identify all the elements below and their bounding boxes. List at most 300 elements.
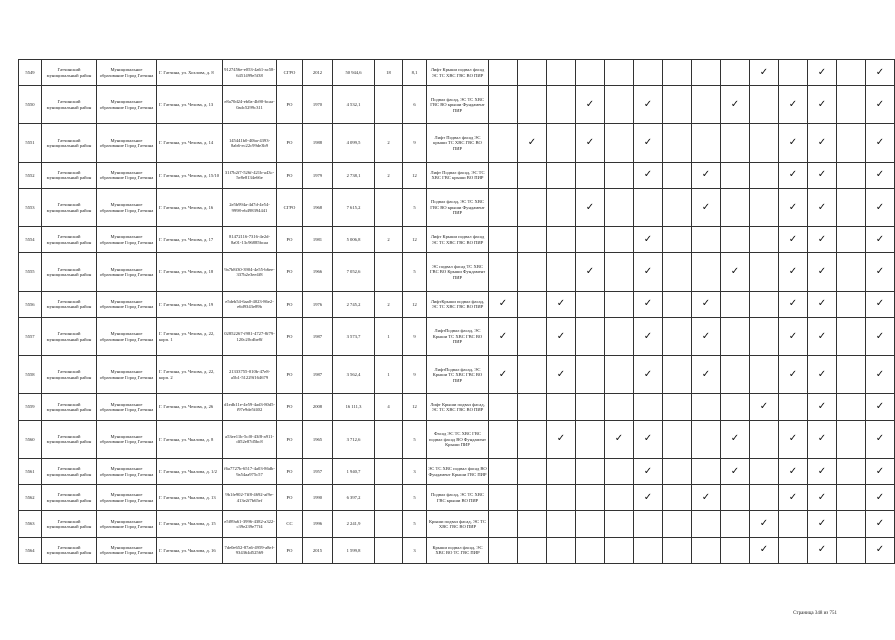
- management-form-cell: РО: [277, 394, 303, 420]
- checkmark-icon: ✓: [808, 60, 837, 86]
- empty-check-cell: [663, 124, 692, 162]
- checkmark-icon: ✓: [692, 162, 721, 188]
- district-cell: Гатчинский муниципальный район: [42, 394, 97, 420]
- row-number: 5564: [19, 537, 42, 563]
- checkmark-icon: ✓: [808, 317, 837, 355]
- year-cell: 2012: [303, 60, 333, 86]
- table-row: [19, 162, 895, 188]
- empty-check-cell: [663, 537, 692, 563]
- checkmark-icon: ✓: [779, 485, 808, 511]
- table-row: [19, 188, 895, 226]
- row-number: 5556: [19, 291, 42, 317]
- entrances-cell: [375, 420, 403, 458]
- checkmark-icon: ✓: [750, 60, 779, 86]
- empty-check-cell: [605, 124, 634, 162]
- year-cell: 1987: [303, 356, 333, 394]
- district-cell: Гатчинский муниципальный район: [42, 420, 97, 458]
- empty-check-cell: [518, 420, 547, 458]
- checkmark-icon: ✓: [634, 317, 663, 355]
- management-form-cell: СГРО: [277, 60, 303, 86]
- empty-check-cell: [779, 537, 808, 563]
- floors-cell: 9: [403, 317, 427, 355]
- empty-check-cell: [605, 485, 634, 511]
- checkmark-icon: ✓: [779, 124, 808, 162]
- entrances-cell: [375, 188, 403, 226]
- table-row: [19, 458, 895, 484]
- guid-cell: 9b1fe902-7ff8-4692-af9e-413e2f7b65ef: [223, 485, 277, 511]
- floors-cell: 6: [403, 86, 427, 124]
- empty-check-cell: [692, 86, 721, 124]
- empty-check-cell: [692, 537, 721, 563]
- area-cell: 4 532,1: [333, 86, 375, 124]
- year-cell: 1990: [303, 485, 333, 511]
- entrances-cell: 1: [375, 356, 403, 394]
- empty-check-cell: [779, 60, 808, 86]
- checkmark-icon: ✓: [634, 356, 663, 394]
- empty-check-cell: [663, 356, 692, 394]
- empty-check-cell: [518, 60, 547, 86]
- management-form-cell: СС: [277, 511, 303, 537]
- empty-check-cell: [605, 253, 634, 291]
- checkmark-icon: ✓: [808, 162, 837, 188]
- management-form-cell: СГРО: [277, 188, 303, 226]
- works-list-cell: Крыши подвал фасад, ЭС ТС ХВС ГВС ВО ПИР: [427, 511, 489, 537]
- area-cell: 3 573,7: [333, 317, 375, 355]
- year-cell: 1970: [303, 86, 333, 124]
- row-number: 5555: [19, 253, 42, 291]
- empty-check-cell: [692, 253, 721, 291]
- floors-cell: 12: [403, 227, 427, 253]
- area-cell: 2 241,9: [333, 511, 375, 537]
- empty-check-cell: [634, 188, 663, 226]
- entrances-cell: 4: [375, 394, 403, 420]
- checkmark-icon: ✓: [866, 537, 895, 563]
- empty-check-cell: [518, 227, 547, 253]
- municipality-cell: Муниципальное образование Город Гатчина: [97, 291, 157, 317]
- empty-check-cell: [721, 291, 750, 317]
- guid-cell: 7de0e652-87a6-4959-a8ef-934364d52569: [223, 537, 277, 563]
- row-number: 5560: [19, 420, 42, 458]
- area-cell: 6 397,2: [333, 485, 375, 511]
- empty-check-cell: [750, 124, 779, 162]
- checkmark-icon: ✓: [634, 86, 663, 124]
- checkmark-icon: ✓: [808, 124, 837, 162]
- checkmark-icon: ✓: [866, 394, 895, 420]
- empty-check-cell: [634, 394, 663, 420]
- empty-check-cell: [663, 60, 692, 86]
- address-cell: Г. Гатчина, ул. Чкалова, д. 13: [157, 485, 223, 511]
- works-list-cell: Лифт Крыши подвал фасад, ЭС ТС ХВС ГВС ВО ПИР: [427, 394, 489, 420]
- checkmark-icon: ✓: [866, 317, 895, 355]
- table-row: [19, 227, 895, 253]
- year-cell: 1968: [303, 188, 333, 226]
- management-form-cell: РО: [277, 162, 303, 188]
- empty-check-cell: [547, 253, 576, 291]
- empty-check-cell: [518, 537, 547, 563]
- table-row: [19, 253, 895, 291]
- municipality-cell: Муниципальное образование Город Гатчина: [97, 60, 157, 86]
- empty-check-cell: [663, 291, 692, 317]
- row-number: 5550: [19, 86, 42, 124]
- municipality-cell: Муниципальное образование Город Гатчина: [97, 86, 157, 124]
- checkmark-icon: ✓: [547, 317, 576, 355]
- year-cell: 1979: [303, 162, 333, 188]
- row-number: 5553: [19, 188, 42, 226]
- area-cell: 2 738,1: [333, 162, 375, 188]
- empty-check-cell: [721, 394, 750, 420]
- district-cell: Гатчинский муниципальный район: [42, 485, 97, 511]
- district-cell: Гатчинский муниципальный район: [42, 537, 97, 563]
- address-cell: Г. Гатчина, ул. Чехова, д. 26: [157, 394, 223, 420]
- empty-check-cell: [518, 511, 547, 537]
- empty-check-cell: [489, 162, 518, 188]
- empty-check-cell: [547, 485, 576, 511]
- area-cell: 1 599,8: [333, 537, 375, 563]
- municipality-cell: Муниципальное образование Город Гатчина: [97, 485, 157, 511]
- address-cell: Г. Гатчина, ул. Чкалова, д. 15: [157, 511, 223, 537]
- checkmark-icon: ✓: [866, 420, 895, 458]
- works-list-cell: Лифт Крыши подвал фасад ЭС ТС ХВС ГВС ВО ПИР: [427, 60, 489, 86]
- checkmark-icon: ✓: [808, 537, 837, 563]
- empty-check-cell: [547, 458, 576, 484]
- empty-check-cell: [663, 394, 692, 420]
- checkmark-icon: ✓: [750, 394, 779, 420]
- row-number: 5554: [19, 227, 42, 253]
- empty-check-cell: [634, 511, 663, 537]
- checkmark-icon: ✓: [489, 317, 518, 355]
- empty-check-cell: [547, 511, 576, 537]
- empty-check-cell: [663, 253, 692, 291]
- empty-check-cell: [837, 485, 866, 511]
- empty-check-cell: [605, 458, 634, 484]
- year-cell: 1965: [303, 420, 333, 458]
- year-cell: 1966: [303, 253, 333, 291]
- address-cell: Г. Гатчина, ул. Хохлова, д. 8: [157, 60, 223, 86]
- checkmark-icon: ✓: [808, 356, 837, 394]
- empty-check-cell: [692, 511, 721, 537]
- area-cell: 4 099,5: [333, 124, 375, 162]
- row-number: 5561: [19, 458, 42, 484]
- area-cell: 16 111,3: [333, 394, 375, 420]
- district-cell: Гатчинский муниципальный район: [42, 291, 97, 317]
- address-cell: Г. Гатчина, ул. Чехова, д. 15/10: [157, 162, 223, 188]
- empty-check-cell: [489, 60, 518, 86]
- empty-check-cell: [837, 291, 866, 317]
- checkmark-icon: ✓: [808, 253, 837, 291]
- empty-check-cell: [489, 511, 518, 537]
- checkmark-icon: ✓: [692, 188, 721, 226]
- row-number: 5563: [19, 511, 42, 537]
- guid-cell: e8a70d24-eb0a-4b90-bcaa-0adc5299c311: [223, 86, 277, 124]
- empty-check-cell: [605, 86, 634, 124]
- floors-cell: 5: [403, 511, 427, 537]
- municipality-cell: Муниципальное образование Город Гатчина: [97, 537, 157, 563]
- table-row: [19, 291, 895, 317]
- entrances-cell: 18: [375, 60, 403, 86]
- empty-check-cell: [518, 188, 547, 226]
- checkmark-icon: ✓: [692, 291, 721, 317]
- empty-check-cell: [634, 537, 663, 563]
- empty-check-cell: [518, 162, 547, 188]
- empty-check-cell: [547, 60, 576, 86]
- guid-cell: 21333755-010b-47e8-a5b1-51229f164679: [223, 356, 277, 394]
- empty-check-cell: [547, 124, 576, 162]
- empty-check-cell: [692, 60, 721, 86]
- empty-check-cell: [576, 485, 605, 511]
- district-cell: Гатчинский муниципальный район: [42, 458, 97, 484]
- floors-cell: 12: [403, 394, 427, 420]
- management-form-cell: РО: [277, 253, 303, 291]
- empty-check-cell: [721, 60, 750, 86]
- checkmark-icon: ✓: [808, 458, 837, 484]
- checkmark-icon: ✓: [808, 227, 837, 253]
- floors-cell: 5: [403, 253, 427, 291]
- table-row: [19, 420, 895, 458]
- empty-check-cell: [750, 291, 779, 317]
- guid-cell: a53ee11b-5cf0-43f8-a911-df52e87d5bc8: [223, 420, 277, 458]
- year-cell: 1996: [303, 511, 333, 537]
- register-table: [18, 59, 895, 564]
- floors-cell: 5: [403, 485, 427, 511]
- municipality-cell: Муниципальное образование Город Гатчина: [97, 124, 157, 162]
- year-cell: 1976: [303, 291, 333, 317]
- guid-cell: e5deb54-6aa0-4023-86e2-e6d9343e89b: [223, 291, 277, 317]
- district-cell: Гатчинский муниципальный район: [42, 60, 97, 86]
- works-list-cell: ЭС подвал фасад ТС ХВС ГВС ВО Крыши Фундамент ПИР: [427, 253, 489, 291]
- empty-check-cell: [721, 485, 750, 511]
- checkmark-icon: ✓: [750, 511, 779, 537]
- guid-cell: 145441b0-40ba-4393-8ab6-ec22c99de3b9: [223, 124, 277, 162]
- municipality-cell: Муниципальное образование Город Гатчина: [97, 162, 157, 188]
- empty-check-cell: [605, 162, 634, 188]
- year-cell: 2015: [303, 537, 333, 563]
- table-row: [19, 86, 895, 124]
- empty-check-cell: [837, 86, 866, 124]
- checkmark-icon: ✓: [808, 86, 837, 124]
- district-cell: Гатчинский муниципальный район: [42, 162, 97, 188]
- area-cell: 5 006,8: [333, 227, 375, 253]
- empty-check-cell: [489, 227, 518, 253]
- empty-check-cell: [518, 394, 547, 420]
- empty-check-cell: [721, 124, 750, 162]
- empty-check-cell: [518, 356, 547, 394]
- empty-check-cell: [837, 356, 866, 394]
- row-number: 5549: [19, 60, 42, 86]
- empty-check-cell: [489, 458, 518, 484]
- checkmark-icon: ✓: [634, 124, 663, 162]
- empty-check-cell: [518, 291, 547, 317]
- checkmark-icon: ✓: [866, 124, 895, 162]
- works-list-cell: Подвал фасад, ЭС ТС ХВС ГВС ВО крыши Фундамент ПИР: [427, 86, 489, 124]
- empty-check-cell: [692, 394, 721, 420]
- checkmark-icon: ✓: [779, 458, 808, 484]
- empty-check-cell: [663, 317, 692, 355]
- empty-check-cell: [576, 60, 605, 86]
- empty-check-cell: [721, 227, 750, 253]
- checkmark-icon: ✓: [634, 420, 663, 458]
- checkmark-icon: ✓: [779, 317, 808, 355]
- empty-check-cell: [576, 356, 605, 394]
- entrances-cell: [375, 485, 403, 511]
- entrances-cell: 1: [375, 317, 403, 355]
- checkmark-icon: ✓: [547, 291, 576, 317]
- guid-cell: f6a7727b-6517-4a03-86db-9a54aa975c57: [223, 458, 277, 484]
- row-number: 5551: [19, 124, 42, 162]
- works-list-cell: Лифт Крыши подвал фасад ЭС ТС ХВС ГВС ВО ПИР: [427, 227, 489, 253]
- guid-cell: 9127456e-e053-4a61-ac58-6451499e5f38: [223, 60, 277, 86]
- address-cell: Г. Гатчина, ул. Чехова, д. 22, корп. 1: [157, 317, 223, 355]
- entrances-cell: 2: [375, 227, 403, 253]
- checkmark-icon: ✓: [576, 86, 605, 124]
- empty-check-cell: [837, 60, 866, 86]
- management-form-cell: РО: [277, 227, 303, 253]
- empty-check-cell: [779, 394, 808, 420]
- area-cell: 3 562,4: [333, 356, 375, 394]
- empty-check-cell: [489, 537, 518, 563]
- floors-cell: 8,1: [403, 60, 427, 86]
- district-cell: Гатчинский муниципальный район: [42, 253, 97, 291]
- empty-check-cell: [576, 227, 605, 253]
- empty-check-cell: [721, 188, 750, 226]
- address-cell: Г. Гатчина, ул. Чехова, д. 18: [157, 253, 223, 291]
- works-list-cell: ЛифтПодвал фасад, ЭС Крыши ТС ХВС ГВС ВО ПИР: [427, 317, 489, 355]
- empty-check-cell: [576, 394, 605, 420]
- empty-check-cell: [605, 394, 634, 420]
- empty-check-cell: [518, 458, 547, 484]
- district-cell: Гатчинский муниципальный район: [42, 188, 97, 226]
- checkmark-icon: ✓: [721, 458, 750, 484]
- empty-check-cell: [721, 511, 750, 537]
- checkmark-icon: ✓: [750, 537, 779, 563]
- municipality-cell: Муниципальное образование Город Гатчина: [97, 188, 157, 226]
- area-cell: 7 052,6: [333, 253, 375, 291]
- empty-check-cell: [750, 162, 779, 188]
- district-cell: Гатчинский муниципальный район: [42, 317, 97, 355]
- checkmark-icon: ✓: [634, 291, 663, 317]
- empty-check-cell: [518, 86, 547, 124]
- management-form-cell: РО: [277, 124, 303, 162]
- empty-check-cell: [692, 420, 721, 458]
- municipality-cell: Муниципальное образование Город Гатчина: [97, 356, 157, 394]
- empty-check-cell: [576, 511, 605, 537]
- checkmark-icon: ✓: [634, 253, 663, 291]
- area-cell: 2 745,2: [333, 291, 375, 317]
- empty-check-cell: [837, 317, 866, 355]
- checkmark-icon: ✓: [721, 86, 750, 124]
- guid-cell: 02852267-f981-4727-8f79-120c20cdbe8f: [223, 317, 277, 355]
- empty-check-cell: [750, 317, 779, 355]
- address-cell: Г. Гатчина, ул. Чехова, д. 16: [157, 188, 223, 226]
- row-number: 5558: [19, 356, 42, 394]
- empty-check-cell: [750, 188, 779, 226]
- year-cell: 2008: [303, 394, 333, 420]
- empty-check-cell: [663, 162, 692, 188]
- empty-check-cell: [663, 511, 692, 537]
- entrances-cell: [375, 86, 403, 124]
- checkmark-icon: ✓: [605, 420, 634, 458]
- management-form-cell: РО: [277, 86, 303, 124]
- checkmark-icon: ✓: [547, 420, 576, 458]
- checkmark-icon: ✓: [866, 86, 895, 124]
- empty-check-cell: [750, 356, 779, 394]
- table-row: [19, 537, 895, 563]
- empty-check-cell: [489, 188, 518, 226]
- empty-check-cell: [547, 188, 576, 226]
- empty-check-cell: [750, 253, 779, 291]
- checkmark-icon: ✓: [576, 124, 605, 162]
- address-cell: Г. Гатчина, ул. Чкалова, д. 16: [157, 537, 223, 563]
- empty-check-cell: [663, 458, 692, 484]
- management-form-cell: РО: [277, 458, 303, 484]
- works-list-cell: Фасад ЭС ТС ХВС ГВС подвал фасад ВО Фундамент Крыши ПИР: [427, 420, 489, 458]
- checkmark-icon: ✓: [779, 420, 808, 458]
- empty-check-cell: [750, 420, 779, 458]
- checkmark-icon: ✓: [489, 356, 518, 394]
- address-cell: Г. Гатчина, ул. Чехова, д. 13: [157, 86, 223, 124]
- guid-cell: 2e5b994a-4d7d-4e54-9998-eb498394441: [223, 188, 277, 226]
- works-list-cell: Лифт Подвал фасад ЭС крыши ТС ХВС ГВС ВО ПИР: [427, 124, 489, 162]
- empty-check-cell: [518, 485, 547, 511]
- empty-check-cell: [837, 458, 866, 484]
- management-form-cell: РО: [277, 291, 303, 317]
- empty-check-cell: [605, 291, 634, 317]
- checkmark-icon: ✓: [808, 420, 837, 458]
- empty-check-cell: [576, 162, 605, 188]
- checkmark-icon: ✓: [866, 356, 895, 394]
- checkmark-icon: ✓: [808, 291, 837, 317]
- district-cell: Гатчинский муниципальный район: [42, 124, 97, 162]
- empty-check-cell: [837, 162, 866, 188]
- management-form-cell: РО: [277, 420, 303, 458]
- empty-check-cell: [721, 162, 750, 188]
- table-row: [19, 511, 895, 537]
- checkmark-icon: ✓: [779, 253, 808, 291]
- empty-check-cell: [721, 356, 750, 394]
- empty-check-cell: [663, 188, 692, 226]
- empty-check-cell: [692, 458, 721, 484]
- year-cell: 1987: [303, 317, 333, 355]
- municipality-cell: Муниципальное образование Город Гатчина: [97, 253, 157, 291]
- floors-cell: 3: [403, 458, 427, 484]
- table-row: [19, 394, 895, 420]
- checkmark-icon: ✓: [866, 188, 895, 226]
- area-cell: 1 940,7: [333, 458, 375, 484]
- empty-check-cell: [547, 537, 576, 563]
- guid-cell: 81472116-7316-4e2d-8a01-13c96885bcaa: [223, 227, 277, 253]
- empty-check-cell: [576, 317, 605, 355]
- empty-check-cell: [605, 537, 634, 563]
- empty-check-cell: [750, 227, 779, 253]
- guid-cell: e5f89a61-3996-4382-a322-c39e239e77f4: [223, 511, 277, 537]
- checkmark-icon: ✓: [518, 124, 547, 162]
- empty-check-cell: [837, 124, 866, 162]
- empty-check-cell: [721, 537, 750, 563]
- checkmark-icon: ✓: [866, 60, 895, 86]
- empty-check-cell: [605, 60, 634, 86]
- checkmark-icon: ✓: [866, 162, 895, 188]
- area-cell: 3 712,6: [333, 420, 375, 458]
- checkmark-icon: ✓: [779, 227, 808, 253]
- page-counter: Страница 348 из 751: [793, 611, 837, 616]
- area-cell: 50 944,6: [333, 60, 375, 86]
- municipality-cell: Муниципальное образование Город Гатчина: [97, 227, 157, 253]
- management-form-cell: РО: [277, 356, 303, 394]
- management-form-cell: РО: [277, 485, 303, 511]
- checkmark-icon: ✓: [866, 458, 895, 484]
- empty-check-cell: [489, 394, 518, 420]
- empty-check-cell: [750, 485, 779, 511]
- checkmark-icon: ✓: [866, 253, 895, 291]
